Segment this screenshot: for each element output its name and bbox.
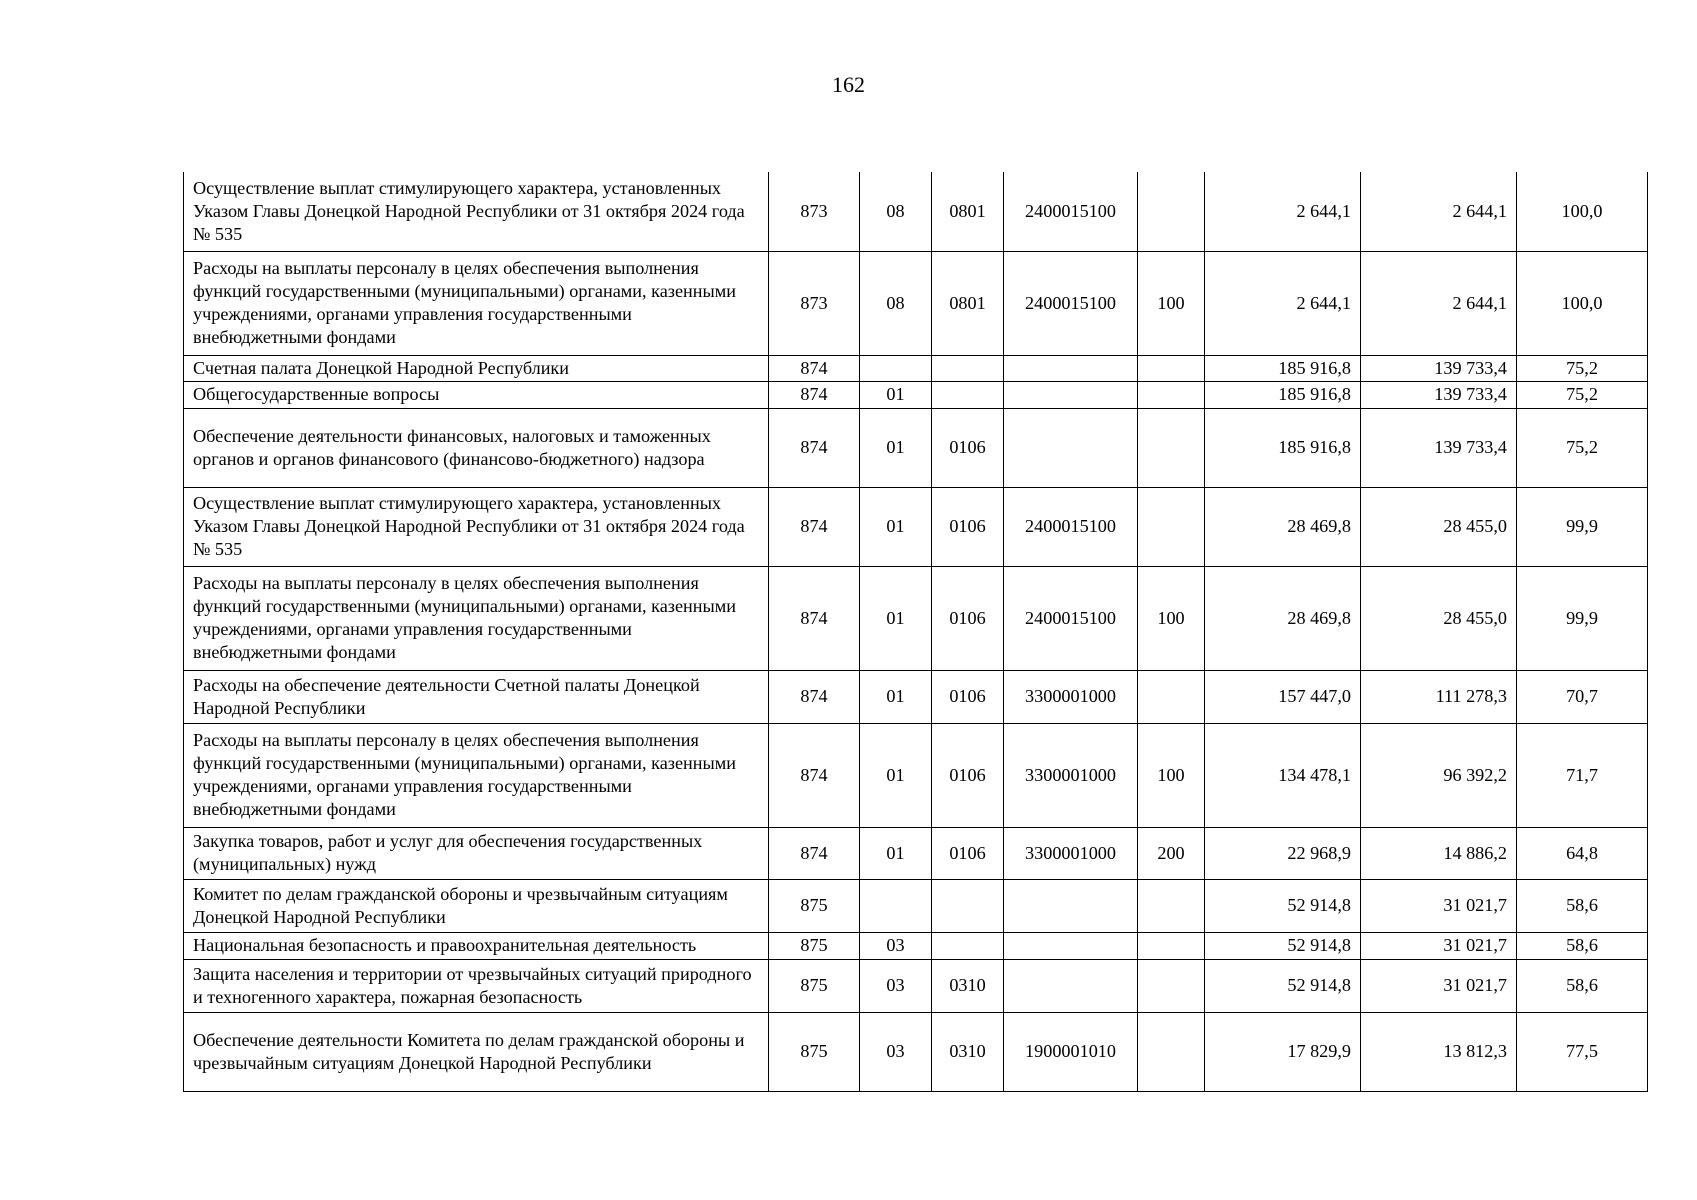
row-name: Обеспечение деятельности финансовых, налоговых и таможенных органов и органов финансового (финансово-бюджетного) надзора [184,408,769,487]
row-vr: 100 [1138,251,1205,355]
row-pr: 0106 [932,670,1004,723]
row-pr: 0310 [932,959,1004,1012]
row-name: Закупка товаров, работ и услуг для обеспечения государственных (муниципальных) нужд [184,827,769,879]
row-pr [932,381,1004,408]
table-row [184,487,1648,566]
row-rz [860,355,932,381]
row-csr: 3300001000 [1004,827,1138,879]
row-rz: 08 [860,251,932,355]
row-pr: 0310 [932,1012,1004,1091]
row-pct: 58,6 [1517,879,1648,932]
row-plan: 17 829,9 [1205,1012,1361,1091]
row-name: Общегосударственные вопросы [184,381,769,408]
row-vr: 200 [1138,827,1205,879]
row-ved: 873 [769,172,860,251]
row-pr: 0106 [932,408,1004,487]
table-row [184,827,1648,879]
row-fact: 31 021,7 [1361,932,1517,959]
row-fact: 28 455,0 [1361,487,1517,566]
table-row [184,355,1648,381]
row-plan: 2 644,1 [1205,251,1361,355]
row-plan: 52 914,8 [1205,959,1361,1012]
row-fact: 2 644,1 [1361,172,1517,251]
row-vr [1138,487,1205,566]
row-ved: 875 [769,1012,860,1091]
row-plan: 52 914,8 [1205,932,1361,959]
row-fact: 111 278,3 [1361,670,1517,723]
row-name: Осуществление выплат стимулирующего характера, установленных Указом Главы Донецкой Народной Республики от 31 октября 2024 года № 535 [184,172,769,251]
row-csr: 2400015100 [1004,172,1138,251]
row-name: Расходы на обеспечение деятельности Счетной палаты Донецкой Народной Республики [184,670,769,723]
row-ved: 873 [769,251,860,355]
row-name: Национальная безопасность и правоохранительная деятельность [184,932,769,959]
row-ved: 874 [769,381,860,408]
row-ved: 874 [769,723,860,827]
row-name: Счетная палата Донецкой Народной Республики [184,355,769,381]
row-pr: 0106 [932,723,1004,827]
row-plan: 22 968,9 [1205,827,1361,879]
row-vr [1138,959,1205,1012]
row-pct: 71,7 [1517,723,1648,827]
row-fact: 31 021,7 [1361,879,1517,932]
row-vr: 100 [1138,723,1205,827]
row-pr [932,932,1004,959]
table-row [184,879,1648,932]
row-pr: 0106 [932,487,1004,566]
row-pct: 100,0 [1517,251,1648,355]
row-plan: 52 914,8 [1205,879,1361,932]
row-csr [1004,381,1138,408]
row-vr [1138,355,1205,381]
row-pct: 58,6 [1517,932,1648,959]
row-csr: 3300001000 [1004,723,1138,827]
row-ved: 875 [769,959,860,1012]
row-rz: 01 [860,381,932,408]
row-name: Обеспечение деятельности Комитета по делам гражданской обороны и чрезвычайным ситуациям Донецкой Народной Республики [184,1012,769,1091]
row-rz: 03 [860,959,932,1012]
row-rz: 01 [860,723,932,827]
row-ved: 874 [769,408,860,487]
row-pr [932,879,1004,932]
row-csr: 2400015100 [1004,566,1138,670]
row-pct: 75,2 [1517,381,1648,408]
row-csr [1004,959,1138,1012]
row-csr [1004,408,1138,487]
row-name: Расходы на выплаты персоналу в целях обеспечения выполнения функций государственными (муниципальными) органами, казенными учреждениями, органами управления государственными внебюджетными фондами [184,251,769,355]
row-csr: 3300001000 [1004,670,1138,723]
row-plan: 157 447,0 [1205,670,1361,723]
table-row [184,723,1648,827]
row-rz: 03 [860,932,932,959]
row-csr [1004,879,1138,932]
row-csr [1004,355,1138,381]
row-csr: 1900001010 [1004,1012,1138,1091]
row-fact: 14 886,2 [1361,827,1517,879]
row-ved: 875 [769,932,860,959]
row-fact: 28 455,0 [1361,566,1517,670]
row-vr [1138,670,1205,723]
row-rz: 01 [860,670,932,723]
row-rz: 01 [860,827,932,879]
row-fact: 96 392,2 [1361,723,1517,827]
row-ved: 874 [769,355,860,381]
row-vr [1138,1012,1205,1091]
row-fact: 31 021,7 [1361,959,1517,1012]
row-vr [1138,879,1205,932]
budget-table [183,172,1648,1092]
row-pr: 0106 [932,827,1004,879]
row-pct: 100,0 [1517,172,1648,251]
row-name: Расходы на выплаты персоналу в целях обеспечения выполнения функций государственными (муниципальными) органами, казенными учреждениями, органами управления государственными внебюджетными фондами [184,723,769,827]
row-pct: 75,2 [1517,355,1648,381]
page-number: 162 [832,72,865,97]
row-pct: 58,6 [1517,959,1648,1012]
row-ved: 874 [769,827,860,879]
row-plan: 134 478,1 [1205,723,1361,827]
row-fact: 13 812,3 [1361,1012,1517,1091]
row-plan: 185 916,8 [1205,408,1361,487]
row-rz: 01 [860,408,932,487]
row-vr [1138,932,1205,959]
table-row [184,172,1648,251]
row-vr [1138,172,1205,251]
row-vr [1138,408,1205,487]
row-pr: 0106 [932,566,1004,670]
row-vr [1138,381,1205,408]
row-rz: 01 [860,487,932,566]
row-name: Расходы на выплаты персоналу в целях обеспечения выполнения функций государственными (муниципальными) органами, казенными учреждениями, органами управления государственными внебюджетными фондами [184,566,769,670]
row-pr [932,355,1004,381]
row-pct: 75,2 [1517,408,1648,487]
row-fact: 139 733,4 [1361,355,1517,381]
row-pct: 99,9 [1517,487,1648,566]
table-row [184,670,1648,723]
row-pct: 64,8 [1517,827,1648,879]
row-plan: 28 469,8 [1205,566,1361,670]
row-fact: 139 733,4 [1361,381,1517,408]
row-rz: 03 [860,1012,932,1091]
row-ved: 874 [769,566,860,670]
row-plan: 185 916,8 [1205,355,1361,381]
row-ved: 874 [769,670,860,723]
row-fact: 2 644,1 [1361,251,1517,355]
row-name: Осуществление выплат стимулирующего характера, установленных Указом Главы Донецкой Народной Республики от 31 октября 2024 года № 535 [184,487,769,566]
row-rz: 01 [860,566,932,670]
row-pct: 77,5 [1517,1012,1648,1091]
row-name: Защита населения и территории от чрезвычайных ситуаций природного и техногенного характера, пожарная безопасность [184,959,769,1012]
row-plan: 2 644,1 [1205,172,1361,251]
table-row [184,959,1648,1012]
table-row [184,408,1648,487]
row-pct: 99,9 [1517,566,1648,670]
row-pct: 70,7 [1517,670,1648,723]
row-rz [860,879,932,932]
table-row [184,1012,1648,1091]
table-row [184,251,1648,355]
row-vr: 100 [1138,566,1205,670]
row-plan: 185 916,8 [1205,381,1361,408]
row-ved: 875 [769,879,860,932]
row-name: Комитет по делам гражданской обороны и чрезвычайным ситуациям Донецкой Народной Республики [184,879,769,932]
row-plan: 28 469,8 [1205,487,1361,566]
row-csr: 2400015100 [1004,251,1138,355]
row-fact: 139 733,4 [1361,408,1517,487]
row-pr: 0801 [932,251,1004,355]
row-pr: 0801 [932,172,1004,251]
row-ved: 874 [769,487,860,566]
table-row [184,566,1648,670]
row-csr: 2400015100 [1004,487,1138,566]
row-rz: 08 [860,172,932,251]
table-row [184,932,1648,959]
row-csr [1004,932,1138,959]
table-row [184,381,1648,408]
